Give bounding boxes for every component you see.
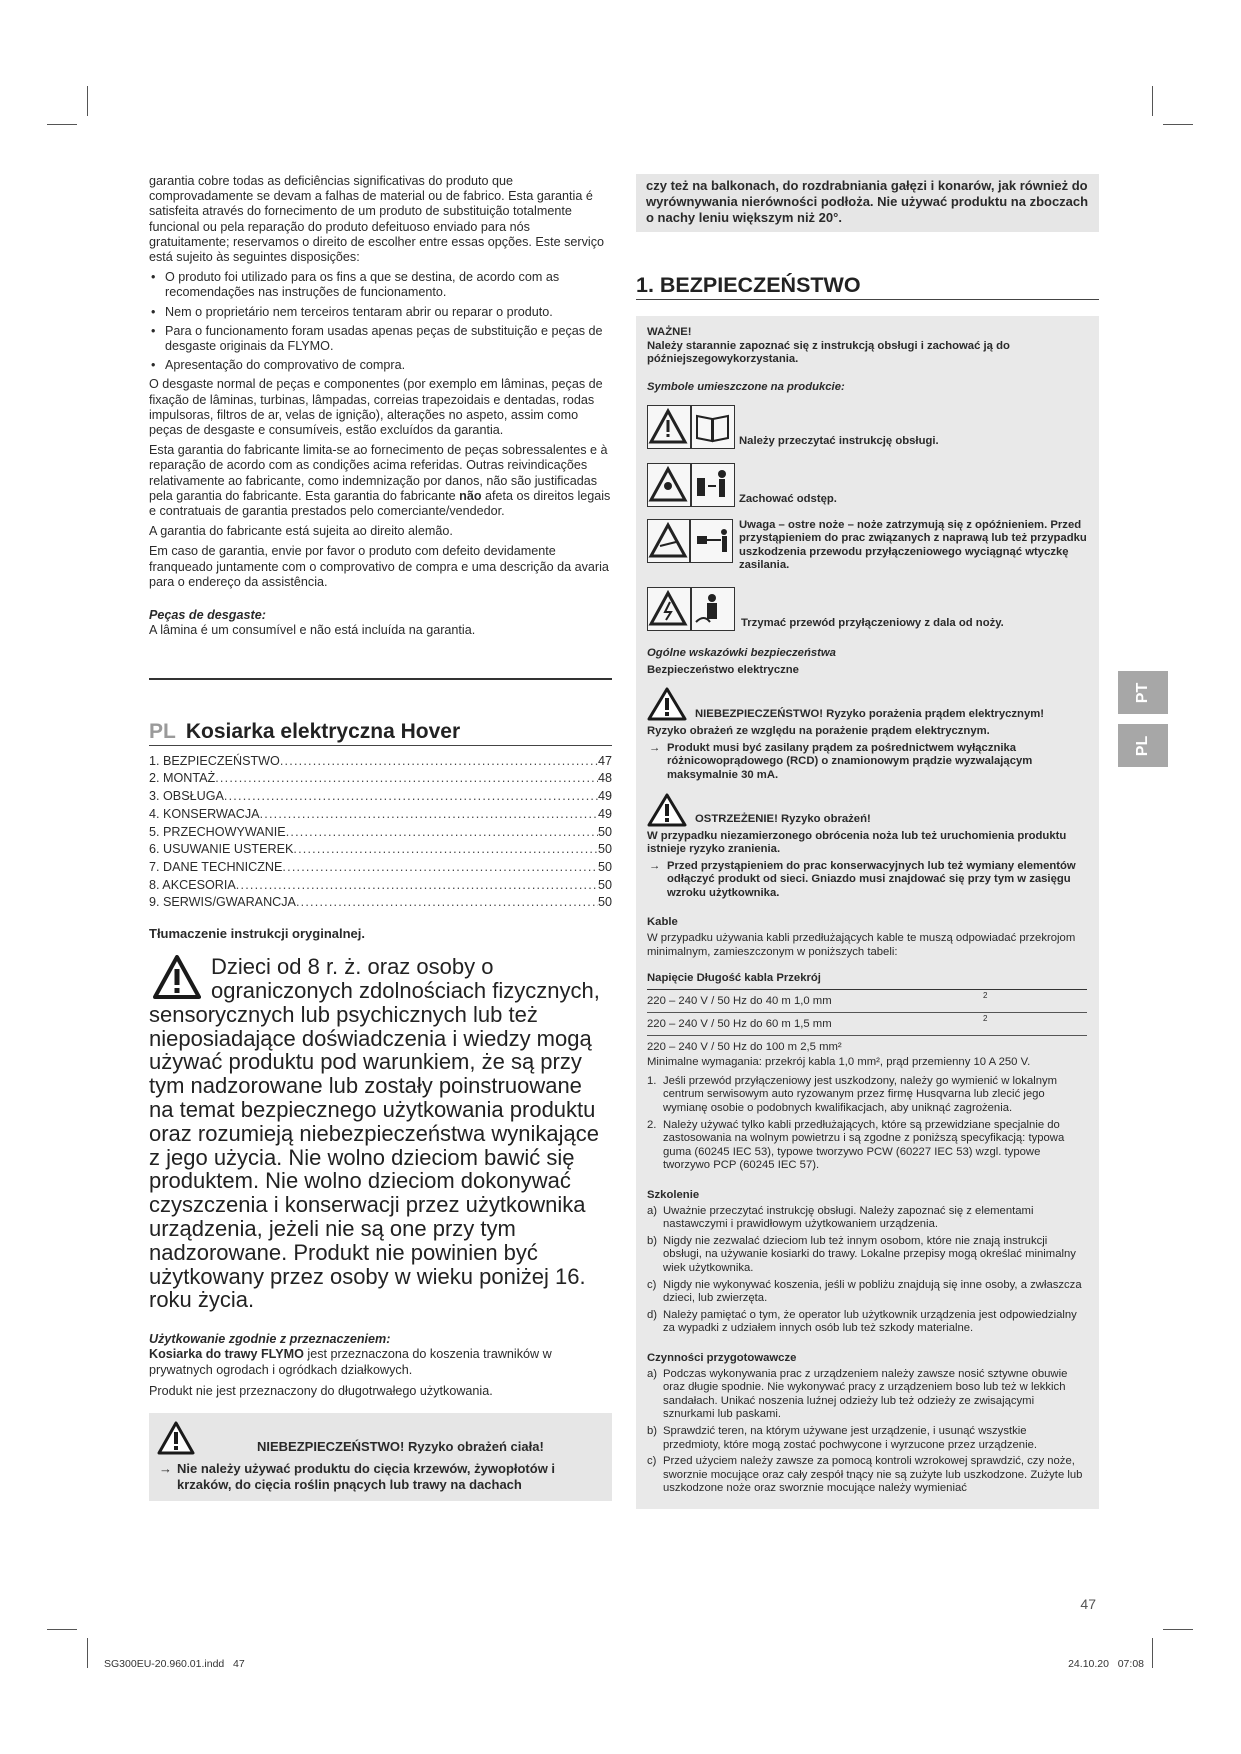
list-item: a) Uważnie przeczytać instrukcję obsługi. Należy zapoznać się z elementami nastawczymi i prawidłowym użytkowaniem urządzenia. bbox=[647, 1204, 1034, 1231]
wear-parts-text: A lâmina é um consumível e não está incluída na garantia. bbox=[149, 623, 476, 638]
list-item: • Nem o proprietário nem terceiros tentaram abrir ou reparar o produto. bbox=[149, 305, 612, 320]
warning-triangle-icon bbox=[647, 519, 690, 563]
symbol-row: Zachować odstęp. bbox=[647, 463, 1087, 507]
list-item: c) Nigdy nie wykonywać koszenia, jeśli w pobliżu znajdują się inne osoby, a zwłaszcza dzieci, lub zwierzęta. bbox=[647, 1278, 1082, 1305]
toc-entry[interactable]: 9. SERWIS/GWARANCJA ..... 50 bbox=[149, 894, 612, 912]
table-row: 220 – 240 V / 50 Hz do 40 m 1,0 mm 2 bbox=[647, 990, 1087, 1013]
crop-mark bbox=[47, 124, 77, 125]
intended-use-text: Kosiarka do trawy FLYMO jest przeznaczona do koszenia trawników w prywatnych ogrodach i ogródkach działkowych. bbox=[149, 1347, 552, 1377]
warranty-intro: garantia cobre todas as deficiências significativas do produto que comprovadamente se devam a falhas de material ou de fabrico. Esta garantia é satisfeita através do fornecimento de um produto de substituição totalmente funcional ou pela reparação do produto defeituoso enviado para nós gratuitamente; reservamos o direito de escolher entre essas opções. Este serviço está sujeito às seguintes disposições: bbox=[149, 174, 604, 265]
law-paragraph: A garantia do fabricante está sujeita ao direito alemão. bbox=[149, 524, 453, 539]
crop-mark bbox=[1163, 1629, 1193, 1630]
toc-entry[interactable]: 7. DANE TECHNICZNE ..... 50 bbox=[149, 859, 612, 877]
safety-box bbox=[636, 316, 1099, 1509]
danger-box bbox=[149, 1413, 612, 1501]
important-label: WAŻNE! bbox=[647, 326, 692, 339]
intended-use-heading: Użytkowanie zgodnie z przeznaczeniem: bbox=[149, 1332, 391, 1347]
symbol-row: Należy przeczytać instrukcję obsługi. bbox=[647, 405, 1087, 449]
symbols-heading: Symbole umieszczone na produkcie: bbox=[647, 380, 845, 393]
crop-mark bbox=[47, 1629, 77, 1630]
cables-text: W przypadku używania kabli przedłużających kable te muszą odpowiadać przekrojom minimalnym, zamieszczonym w poniższych tabeli: bbox=[647, 932, 1076, 958]
list-item: 2. Należy używać tylko kabli przedłużających, które są przewidziane specjalnie do zastosowania na wolnym powietrzu i są zgodne z poniższą specyfikacją: typowa guma (60245 IEC 53), typowe tworzywo PCW (60227 IEC 53) wzgl. typowe tworzywo PCP (60245 IEC 57). bbox=[647, 1118, 1065, 1172]
symbol-row: Trzymać przewód przyłączeniowy z dala od noży. bbox=[647, 587, 1087, 631]
list-item: d) Należy pamiętać o tym, że operator lub użytkownik urządzenia jest odpowiedzialny za wypadki z udziałem innych osób lub też szkody materialne. bbox=[647, 1308, 1077, 1335]
cable-rules-list bbox=[647, 1075, 1087, 1173]
toc-entry[interactable]: 5. PRZECHOWYWANIE ..... 50 bbox=[149, 824, 612, 842]
maintenance-warning: → Przed przystąpieniem do prac konserwacyjnych lub też wymiany elementów odłączyć produkt od sieci. Gniazdo musi znajdować się przy tym w zasięgu wzroku użytkownika. bbox=[649, 859, 1076, 899]
footer-file: SG300EU-20.960.01.indd 47 bbox=[104, 1658, 245, 1670]
table-of-contents bbox=[149, 753, 612, 912]
table-row: 220 – 240 V / 50 Hz do 100 m 2,5 mm² bbox=[647, 1041, 842, 1054]
manual-book-icon bbox=[691, 405, 735, 449]
unplug-icon bbox=[690, 519, 733, 563]
page-number: 47 bbox=[1080, 1596, 1096, 1612]
injury-warning-text: W przypadku niezamierzonego obrócenia noża lub też uruchomienia produktu istnieje ryzyko zranienia. bbox=[647, 829, 1067, 856]
language-code: PL bbox=[149, 720, 176, 744]
injury-warning: OSTRZEŻENIE! Ryzyko obrażeń! bbox=[647, 793, 1087, 827]
toc-entry[interactable]: 3. OBSŁUGA ..... 49 bbox=[149, 788, 612, 806]
list-item: • O produto foi utilizado para os fins a que se destina, de acordo com as recomendações nas instruções de funcionamento. bbox=[149, 270, 612, 300]
warning-triangle-icon bbox=[153, 955, 201, 999]
right-column bbox=[636, 174, 1099, 1509]
minimum-requirements: Minimalne wymagania: przekrój kabla 1,0 mm², prąd przemienny 10 A 250 V. bbox=[647, 1056, 1031, 1069]
warning-triangle-icon bbox=[647, 587, 691, 631]
warranty-conditions bbox=[149, 270, 612, 373]
rcd-requirement: → Produkt musi być zasilany prądem za pośrednictwem wyłącznika różnicowoprądowego (RCD) o znamionowym prądzie wyzwalającym maksymalnie 30 mA. bbox=[649, 741, 1033, 781]
section-title: 1. BEZPIECZEŃSTWO bbox=[636, 278, 1099, 300]
cable-blade-icon bbox=[691, 587, 735, 631]
toc-entry[interactable]: 2. MONTAŻ ..... 48 bbox=[149, 770, 612, 788]
training-heading: Szkolenie bbox=[647, 1189, 700, 1202]
warranty-case-paragraph: Em caso de garantia, envie por favor o produto com defeito devidamente franqueado juntamente com o comprovativo de compra e uma descrição da avaria para o endereço da assistência. bbox=[149, 544, 609, 589]
electric-risk: Ryzyko obrażeń ze względu na porażenie prądem elektrycznym. bbox=[647, 725, 990, 738]
toc-entry[interactable]: 1. BEZPIECZEŃSTWO ..... 47 bbox=[149, 753, 612, 771]
list-item: 1. Jeśli przewód przyłączeniowy jest uszkodzony, należy go wymienić w lokalnym centrum serwisowym auto ryzowanym przez firmę Husqvarna lub zlecić jego wymianę osobie o podobnych kwalifikacjach, aby uniknąć zagrożenia. bbox=[647, 1074, 1058, 1115]
warning-triangle-icon bbox=[647, 687, 687, 721]
warning-triangle-icon bbox=[647, 463, 691, 507]
cable-table bbox=[647, 967, 1087, 1058]
crop-mark bbox=[87, 86, 88, 116]
electric-danger: NIEBEZPIECZEŃSTWO! Ryzyko porażenia prądem elektrycznym! bbox=[647, 687, 1087, 721]
wear-parts-heading: Peças de desgaste: bbox=[149, 608, 266, 623]
crop-mark bbox=[1152, 1638, 1153, 1668]
warning-triangle-icon bbox=[647, 793, 687, 827]
table-row: 220 – 240 V / 50 Hz do 60 m 1,5 mm 2 bbox=[647, 1013, 1087, 1036]
list-item: • Apresentação do comprovativo de compra. bbox=[149, 358, 612, 373]
tab-pt[interactable]: PT bbox=[1118, 671, 1168, 714]
general-safety-heading: Ogólne wskazówki bezpieczeństwa bbox=[647, 646, 836, 659]
cables-heading: Kable bbox=[647, 916, 678, 929]
crop-mark bbox=[1152, 86, 1153, 116]
training-list bbox=[647, 1205, 1087, 1336]
warning-triangle-icon bbox=[157, 1421, 195, 1455]
keep-distance-icon bbox=[691, 463, 735, 507]
important-text: Należy starannie zapoznać się z instrukcją obsługi i zachować ją do późniejszegowykorzystania. bbox=[647, 339, 1010, 366]
table-header: Napięcie Długość kabla Przekrój bbox=[647, 967, 1087, 990]
warning-triangle-icon bbox=[647, 405, 691, 449]
toc-entry[interactable]: 8. AKCESORIA ..... 50 bbox=[149, 877, 612, 895]
limit-paragraph: Esta garantia do fabricante limita-se ao fornecimento de peças sobressalentes e à reparação de acordo com as condições acima referidas. Outras reivindicações relativamente ao fabricante, como indemnização por danos, não são justificadas pela garantia do fabricante. Esta garantia do fabricante não afeta os direitos legais e contratuais de garantia prestados pelo comerciante/vendedor. bbox=[149, 443, 611, 519]
symbol-row: Uwaga – ostre noże – noże zatrzymują się z opóźnieniem. Przed przystąpieniem do prac związanych z naprawą lub też przypadku uszkodzenia przewodu przyłączeniowego wyciągnąć wtyczkę zasilania. bbox=[647, 519, 1087, 573]
danger-title: NIEBEZPIECZEŃSTWO! Ryzyko obrażeń ciała! bbox=[257, 1438, 544, 1454]
product-title: Kosiarka elektryczna Hover bbox=[185, 720, 461, 744]
translation-note: Tłumaczenie instrukcji oryginalnej. bbox=[149, 926, 366, 942]
crop-mark bbox=[1163, 124, 1193, 125]
children-warning: Dzieci od 8 r. ż. oraz osoby o ograniczonych zdolnościach fizycznych, sensorycznych lub psychicznych lub też nieposiadające doświadczenia i wiedzy mogą używać produktu pod warunkiem, że są przy tym nadzorowane lub zostały poinstruowane na temat bezpiecznego użytkowania produktu oraz rozumieją niebezpieczeństwa wynikające z jego użycia. Nie wolno dzieciom bawić się produktem. Nie wolno dzieciom dokonywać czyszczenia i konserwacji przez użytkownika urządzenia, jeżeli nie są one przy tym nadzorowane. Produkt nie powinien być użytkowany przez osoby w wieku poniżej 16. roku życia. bbox=[149, 954, 600, 1313]
wear-paragraph: O desgaste normal de peças e componentes (por exemplo em lâminas, peças de fixação de lâminas, turbinas, lâmpadas, correias trapezoidais e dentadas, rodas impulsoras, filtros de ar, velas de ignição), alterações no aspeto, assim como peças de desgaste e consumíveis, estão excluídos da garantia. bbox=[149, 377, 603, 438]
tab-pl[interactable]: PL bbox=[1118, 724, 1168, 767]
section-divider bbox=[149, 678, 612, 680]
list-item: • Para o funcionamento foram usadas apenas peças de substituição e peças de desgaste originais da FLYMO. bbox=[149, 324, 612, 354]
footer-date: 24.10.20 07:08 bbox=[1068, 1658, 1144, 1670]
toc-entry[interactable]: 6. USUWANIE USTEREK ..... 50 bbox=[149, 841, 612, 859]
list-item: a) Podczas wykonywania prac z urządzeniem należy zawsze nosić sztywne obuwie oraz długie spodnie. Nie wykonywać pracy z urządzeniem boso lub też w lekkich sandałach. Unikać noszenia luźnej odzieży lub też odzieży ze zwisającymi sznurkami lub paskami. bbox=[647, 1367, 1068, 1421]
left-column bbox=[149, 174, 612, 1501]
electric-safety-heading: Bezpieczeństwo elektryczne bbox=[647, 663, 799, 676]
list-item: c) Przed użyciem należy zawsze za pomocą kontroli wzrokowej sprawdzić, czy noże, sworznie mocujące oraz cały zespół tnący nie są zużyte lub uszkodzone. Zużyte lub uszkodzone noże oraz sworznie mocujące należy wymieniać bbox=[647, 1455, 1083, 1495]
danger-text: → Nie należy używać produktu do cięcia krzewów, żywopłotów i krzaków, do cięcia roślin pnących lub trawy na dachach bbox=[159, 1460, 556, 1492]
pl-section-title bbox=[149, 720, 612, 745]
preparation-heading: Czynności przygotowawcze bbox=[647, 1351, 797, 1364]
continued-danger-box: czy też na balkonach, do rozdrabniania gałęzi i konarów, jak również do wyrównywania nierówności podłoża. Nie używać produktu na zboczach o nachy leniu większym niż 20°. bbox=[636, 174, 1099, 232]
preparation-list bbox=[647, 1368, 1087, 1496]
list-item: b) Nigdy nie zezwalać dzieciom lub też innym osobom, które nie znają instrukcji obsługi, na używanie kosiarki do trawy. Lokalne przepisy mogą określać minimalny wiek użytkownika. bbox=[647, 1234, 1076, 1274]
toc-entry[interactable]: 4. KONSERWACJA ..... 49 bbox=[149, 806, 612, 824]
list-item: b) Sprawdzić teren, na którym używane jest urządzenie, i usunąć wszystkie przedmioty, które mogą zostać pochwycone i wyrzucone przez urządzenie. bbox=[647, 1424, 1038, 1451]
crop-mark bbox=[87, 1638, 88, 1668]
not-intended-text: Produkt nie jest przeznaczony do długotrwałego użytkowania. bbox=[149, 1383, 493, 1398]
